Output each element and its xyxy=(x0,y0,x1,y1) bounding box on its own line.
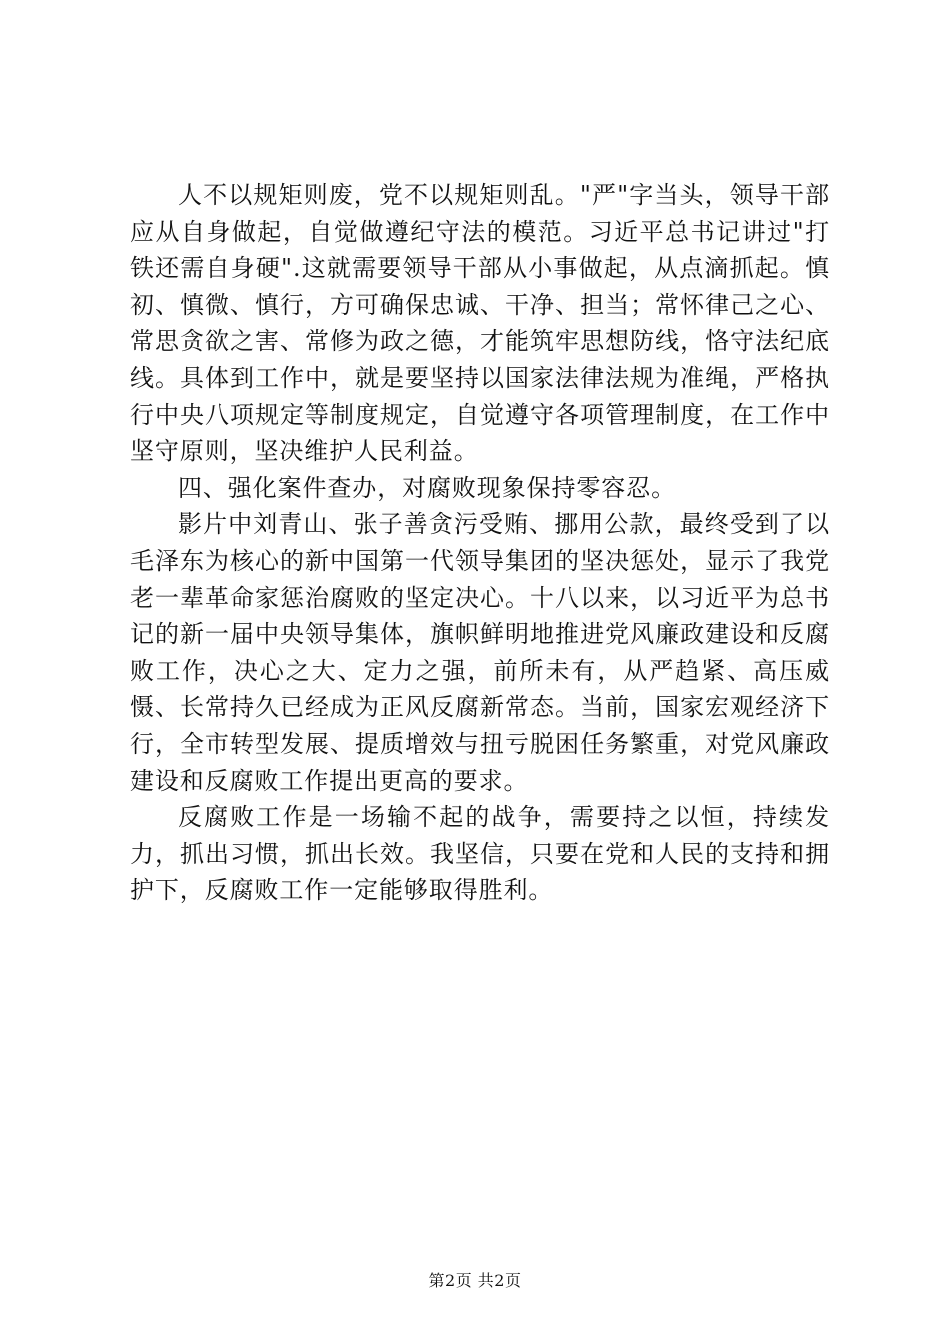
page-footer xyxy=(0,1268,950,1291)
paragraph-section-heading: 四、强化案件查办，对腐败现象保持零容忍。 xyxy=(178,473,676,502)
paragraph-conclusion: 反腐败工作是一场输不起的战争，需要持之以恒，持续发力，抓出习惯，抓出长效。我坚信，只要在党和人民的支持和拥护下，反腐败工作一定能够取得胜利。 xyxy=(130,803,830,905)
paragraph-discipline: 人不以规矩则废，党不以规矩则乱。"严"字当头，领导干部应从自身做起，自觉做遵纪守法的模范。习近平总书记讲过"打铁还需自身硬".这就需要领导干部从小事做起，从点滴抓起。慎初、慎微、慎行，方可确保忠诚、干净、担当；常怀律己之心、常思贪欲之害、常修为政之德，才能筑牢思想防线，恪守法纪底线。具体到工作中，就是要坚持以国家法律法规为准绳，严格执行中央八项规定等制度规定，自觉遵守各项管理制度，在工作中坚守原则，坚决维护人民利益。 xyxy=(130,181,830,466)
paragraph-anti-corruption: 影片中刘青山、张子善贪污受贿、挪用公款，最终受到了以毛泽东为核心的新中国第一代领导集团的坚决惩处，显示了我党老一辈革命家惩治腐败的坚定决心。十八以来，以习近平为总书记的新一届中央领导集体，旗帜鲜明地推进党风廉政建设和反腐败工作，决心之大、定力之强，前所未有，从严趋紧、高压威慑、长常持久已经成为正风反腐新常态。当前，国家宏观经济下行，全市转型发展、提质增效与扭亏脱困任务繁重，对党风廉政建设和反腐败工作提出更高的要求。 xyxy=(130,510,830,795)
page-number-label: 第2页 共2页 xyxy=(428,1271,522,1290)
document-body xyxy=(130,177,830,909)
